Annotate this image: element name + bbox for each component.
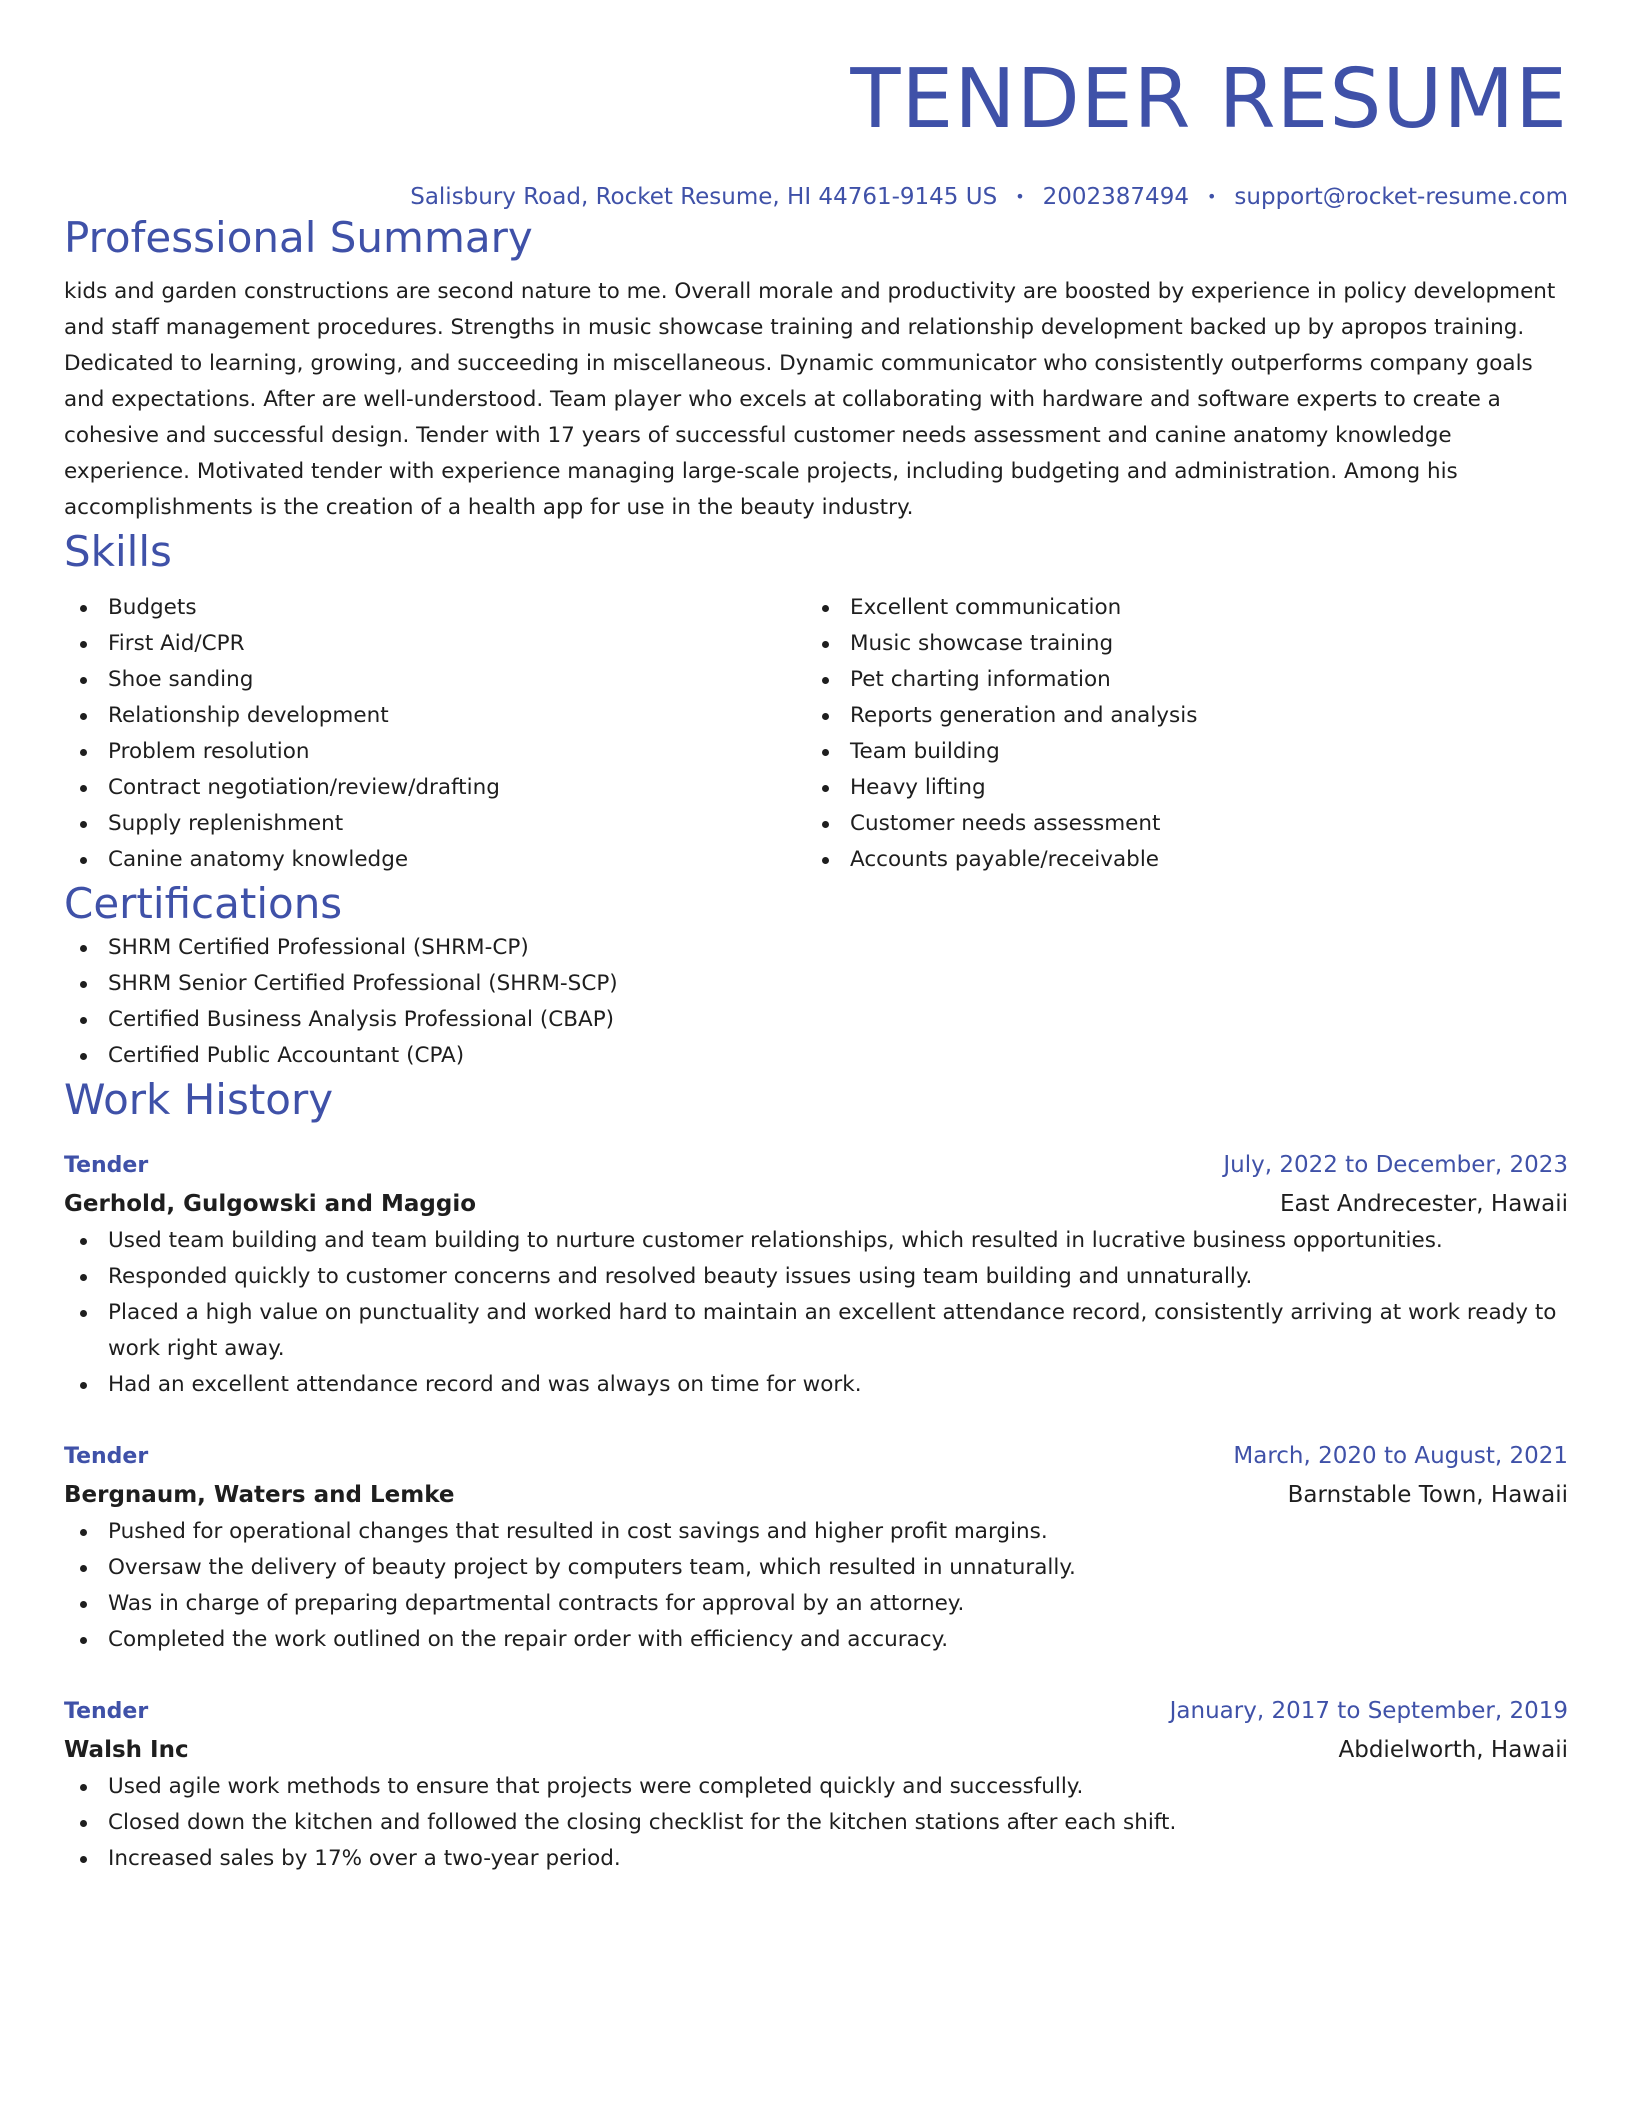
skills-list-left <box>64 590 806 878</box>
job-entry <box>64 1437 1568 1658</box>
certification-item: SHRM Senior Certified Professional (SHRM-SCP) <box>64 966 1568 1002</box>
job-duty: Had an excellent attendance record and was always on time for work. <box>64 1367 1568 1403</box>
job-duty: Placed a high value on punctuality and worked hard to maintain an excellent attendance record, consistently arriving at work ready to work right away. <box>64 1295 1568 1367</box>
skill-item: Relationship development <box>64 698 806 734</box>
job-role: Tender <box>64 1444 149 1469</box>
contact-address: Salisbury Road, Rocket Resume, HI 44761-9145 US <box>410 184 998 210</box>
certifications-heading: Certifications <box>64 879 343 928</box>
skills-section <box>64 526 1568 878</box>
job-duty: Closed down the kitchen and followed the closing checklist for the kitchen stations after each shift. <box>64 1805 1568 1841</box>
job-title-row <box>64 1146 1568 1185</box>
job-title-row <box>64 1437 1568 1476</box>
skill-item: Shoe sanding <box>64 662 806 698</box>
resume-header <box>64 0 1568 212</box>
job-duty: Used agile work methods to ensure that projects were completed quickly and successfully. <box>64 1769 1568 1805</box>
skill-item: Team building <box>806 734 1548 770</box>
skill-item: Excellent communication <box>806 590 1548 626</box>
resume-name: TENDER RESUME <box>850 52 1568 147</box>
job-entry <box>64 1692 1568 1877</box>
job-duty: Oversaw the delivery of beauty project by computers team, which resulted in unnaturally. <box>64 1550 1568 1586</box>
skills-list-right <box>806 590 1548 878</box>
skill-item: Heavy lifting <box>806 770 1548 806</box>
job-duty: Used team building and team building to nurture customer relationships, which resulted in lucrative business opportunities. <box>64 1223 1568 1259</box>
job-company-row <box>64 1185 1568 1223</box>
job-dates: January, 2017 to September, 2019 <box>1169 1698 1568 1724</box>
skill-item: Pet charting information <box>806 662 1548 698</box>
job-location: Barnstable Town, Hawaii <box>1287 1482 1568 1508</box>
job-company-row <box>64 1476 1568 1514</box>
skill-item: Problem resolution <box>64 734 806 770</box>
job-duty: Was in charge of preparing departmental contracts for approval by an attorney. <box>64 1586 1568 1622</box>
job-duty: Increased sales by 17% over a two-year period. <box>64 1841 1568 1877</box>
job-duty: Pushed for operational changes that resulted in cost savings and higher profit margins. <box>64 1514 1568 1550</box>
certifications-list <box>64 930 1568 1074</box>
summary-text: kids and garden constructions are second nature to me. Overall morale and productivity are boosted by experience in policy development and staff management procedures. Strengths in music showcase training and relationship development backed up by apropos training. Dedicated to learning, growing, and succeeding in miscellaneous. Dynamic communicator who consistently outperforms company goals and expectations. After are well-understood. Team player who excels at collaborating with hardware and software experts to create a cohesive and successful design. Tender with 17 years of successful customer needs assessment and canine anatomy knowledge experience. Motivated tender with experience managing large-scale projects, including budgeting and administration. Among his accomplishments is the creation of a health app for use in the beauty industry. <box>64 279 1556 520</box>
contact-separator: • <box>1206 187 1217 206</box>
job-duty: Responded quickly to customer concerns and resolved beauty issues using team building and unnaturally. <box>64 1259 1568 1295</box>
job-title-row <box>64 1692 1568 1731</box>
certification-item: Certified Public Accountant (CPA) <box>64 1038 1568 1074</box>
job-entry <box>64 1146 1568 1403</box>
skill-item: Budgets <box>64 590 806 626</box>
skills-grid <box>64 590 1568 878</box>
contact-phone: 2002387494 <box>1042 184 1189 210</box>
skill-item: Contract negotiation/review/drafting <box>64 770 806 806</box>
job-dates: July, 2022 to December, 2023 <box>1223 1152 1568 1178</box>
contact-line <box>64 182 1568 212</box>
job-dates: March, 2020 to August, 2021 <box>1233 1443 1568 1469</box>
certifications-section <box>64 878 1568 1074</box>
contact-separator: • <box>1015 187 1025 206</box>
work-history-heading: Work History <box>64 1075 334 1124</box>
skill-item: Music showcase training <box>806 626 1548 662</box>
summary-heading: Professional Summary <box>64 213 533 262</box>
job-duties-list <box>64 1769 1568 1877</box>
job-duties-list <box>64 1514 1568 1658</box>
certification-item: Certified Business Analysis Professional (CBAP) <box>64 1002 1568 1038</box>
certification-item: SHRM Certified Professional (SHRM-CP) <box>64 930 1568 966</box>
skill-item: First Aid/CPR <box>64 626 806 662</box>
skill-item: Canine anatomy knowledge <box>64 842 806 878</box>
skill-item: Accounts payable/receivable <box>806 842 1548 878</box>
job-company: Bergnaum, Waters and Lemke <box>64 1482 455 1508</box>
skill-item: Reports generation and analysis <box>806 698 1548 734</box>
skill-item: Customer needs assessment <box>806 806 1548 842</box>
contact-email[interactable]: support@rocket-resume.com <box>1234 184 1568 210</box>
work-history-section <box>64 1074 1568 1877</box>
summary-section <box>64 212 1568 526</box>
job-company: Walsh Inc <box>64 1737 189 1763</box>
skills-heading: Skills <box>64 527 172 576</box>
job-location: East Andrecester, Hawaii <box>1279 1191 1568 1217</box>
job-duties-list <box>64 1223 1568 1403</box>
job-duty: Completed the work outlined on the repair order with efficiency and accuracy. <box>64 1622 1568 1658</box>
job-company-row <box>64 1731 1568 1769</box>
job-location: Abdielworth, Hawaii <box>1338 1737 1568 1763</box>
job-company: Gerhold, Gulgowski and Maggio <box>64 1191 477 1217</box>
job-role: Tender <box>64 1699 149 1724</box>
skill-item: Supply replenishment <box>64 806 806 842</box>
job-role: Tender <box>64 1153 149 1178</box>
